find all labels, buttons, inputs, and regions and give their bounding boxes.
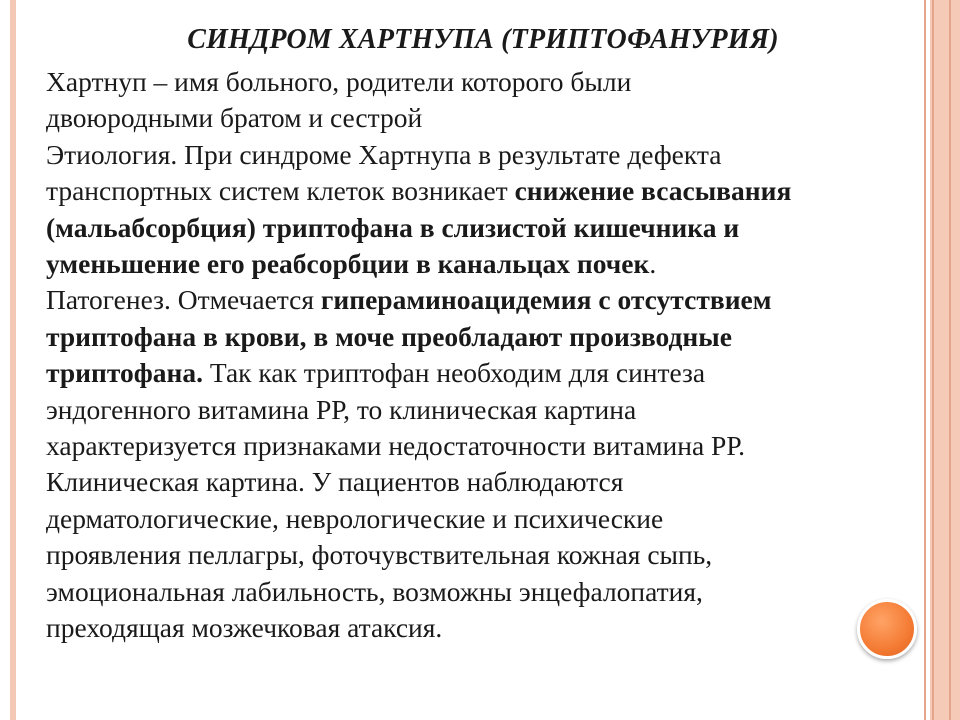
body-paragraph <box>46 64 926 137</box>
right-decor-band <box>930 0 960 720</box>
emphasized-text: (мальабсорбция) триптофана в слизистой кишечника и <box>46 211 740 243</box>
emphasized-text: снижение всасывания <box>514 175 792 207</box>
body-text: Клиническая картина. У пациентов наблюдаются <box>46 466 624 498</box>
left-decor-stripe <box>10 0 16 720</box>
body-text: характеризуется признаками недостаточности витамина РР. <box>46 430 746 462</box>
body-paragraph <box>46 137 926 283</box>
emphasized-text: гипераминоацидемия с отсутствием <box>320 284 772 316</box>
body-text: преходящая мозжечковая атаксия. <box>46 612 443 644</box>
body-text: двоюродными братом и сестрой <box>46 102 423 134</box>
body-text: Так как триптофан необходим для синтеза <box>202 357 706 389</box>
body-text: дерматологические, неврологические и психические <box>46 502 664 534</box>
body-text: . <box>649 248 657 280</box>
body-text: Патогенез. Отмечается <box>46 284 321 316</box>
body-text: Хартнуп – имя больного, родители которого были <box>46 66 632 97</box>
slide-body <box>46 64 926 647</box>
emphasized-text: уменьшение его реабсорбции в канальцах почек <box>46 248 650 280</box>
right-decor-line <box>949 0 951 720</box>
emphasized-text: триптофана в крови, в моче преобладают производные <box>46 320 732 352</box>
body-text: эмоциональная лабильность, возможны энцефалопатия, <box>46 575 703 607</box>
body-paragraph <box>46 464 926 646</box>
right-decor-line <box>932 0 934 720</box>
body-text: транспортных систем клеток возникает <box>46 175 515 207</box>
emphasized-text: триптофана. <box>46 357 203 389</box>
body-text: проявления пеллагры, фоточувствительная кожная сыпь, <box>46 539 713 571</box>
body-text: эндогенного витамина РР, то клиническая картина <box>46 393 637 425</box>
slide-title: СИНДРОМ ХАРТНУПА (ТРИПТОФАНУРИЯ) <box>187 24 779 55</box>
body-paragraph <box>46 282 926 464</box>
body-text: Этиология. При синдроме Хартнупа в результате дефекта <box>46 138 722 170</box>
